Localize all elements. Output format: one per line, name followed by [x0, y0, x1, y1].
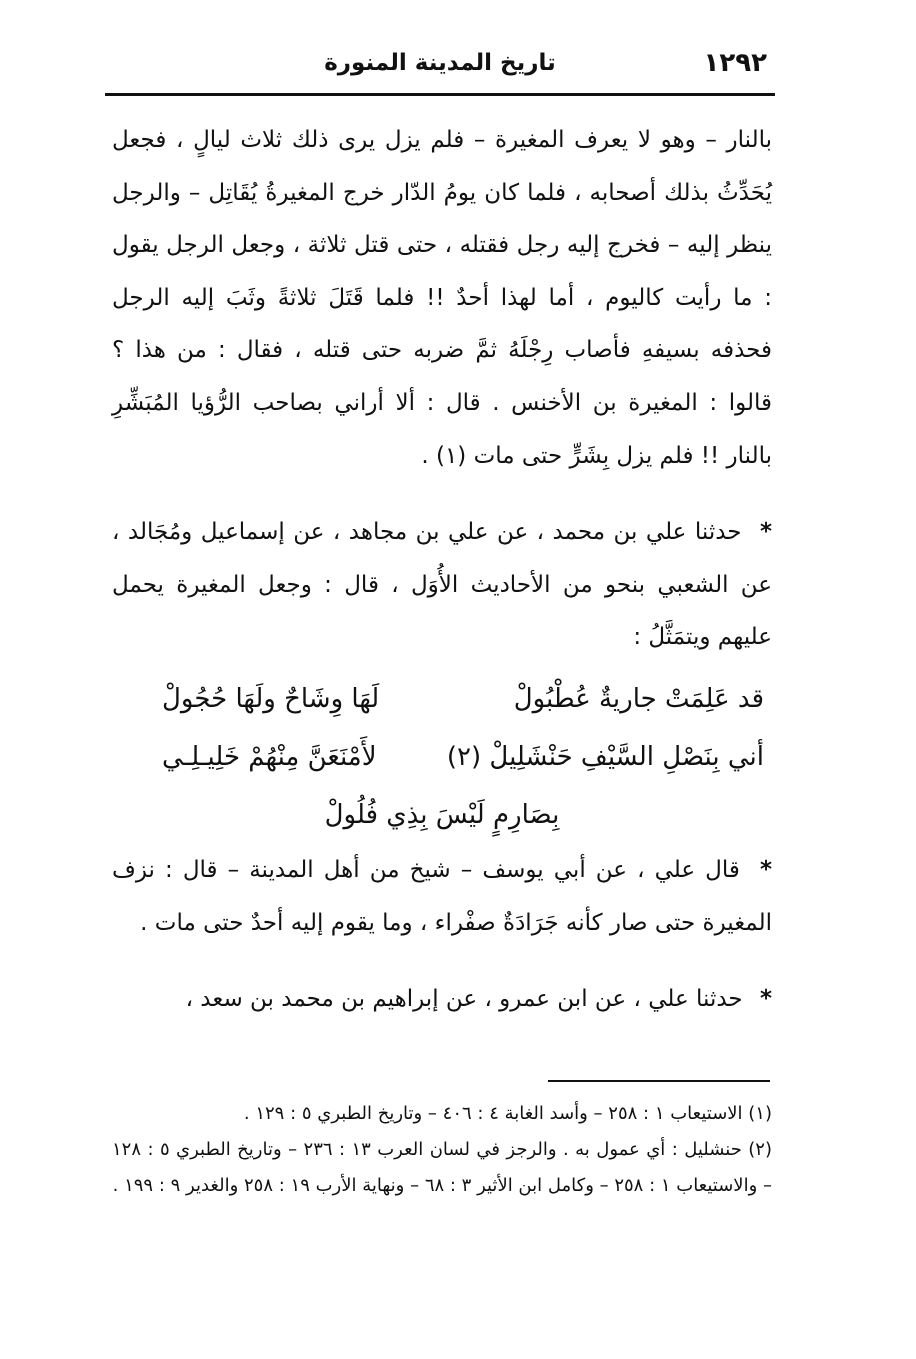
- paragraph-bullet: *: [759, 986, 772, 1013]
- poem-hemistich: لأَمْنَعَنَّ مِنْهُمْ خَلِيـلِـي: [162, 741, 377, 772]
- poem-hemistich: بِصَارِمٍ لَيْسَ بِذِي فُلُولْ: [324, 799, 560, 830]
- poem-hemistich: أني بِنَصْلِ السَّيْفِ حَنْشَلِيلْ (٢): [446, 741, 764, 772]
- paragraph: [112, 844, 772, 949]
- poem-hemistich: لَهَا وِشَاحٌ ولَهَا حُجُولْ: [162, 683, 380, 714]
- poem-line: [112, 786, 772, 844]
- footnote: (٢) حنشليل : أي عمول به . والرجز في لسان العرب ١٣ : ٢٣٦ – وتاريخ الطبري ٥ : ١٢٨ – والاستيعاب ١ : ٢٥٨ – وكامل ابن الأثير ٣ : ٦٨ – ونهاية الأرب ١٩ : ٢٥٨ والغدير ٩ : ١٩٩ .: [112, 1139, 772, 1196]
- poem-line: [112, 670, 772, 728]
- footnotes: [112, 1096, 772, 1204]
- poem-line: [112, 728, 772, 786]
- page-header: [105, 44, 775, 94]
- paragraph-text: قال علي ، عن أبي يوسف – شيخ من أهل المدينة – قال : نزف المغيرة حتى صار كأنه جَرَادَةٌ صفْراء ، وما يقوم إليه أحدٌ حتى مات .: [112, 856, 772, 936]
- paragraph-text: حدثنا علي ، عن ابن عمرو ، عن إبراهيم بن محمد بن سعد ،: [185, 986, 743, 1013]
- paragraph-bullet: *: [759, 856, 773, 883]
- footnote-rule: [548, 1080, 770, 1082]
- paragraph: [112, 973, 772, 1026]
- running-title: تاريخ المدينة المنورة: [324, 50, 556, 76]
- paragraph: [112, 114, 772, 482]
- header-rule: [105, 93, 775, 96]
- footnote: (١) الاستيعاب ١ : ٢٥٨ – وأسد الغابة ٤ : ٤٠٦ – وتاريخ الطبري ٥ : ١٢٩ .: [243, 1103, 772, 1124]
- paragraph-text: بالنار – وهو لا يعرف المغيرة – فلم يزل يرى ذلك ثلاث ليالٍ ، فجعل يُحَدِّثُ بذلك أصحابه ، فلما كان يومُ الدّار خرج المغيرةُ يُقَاتِل – والرجل ينظر إليه – فخرج إليه رجل فقتله ، حتى قتل ثلاثة ، وجعل الرجل يقول : ما رأيت كاليوم ، أما لهذا أحدٌ !! فلما قَتَلَ ثلاثةً وثَبَ إليه الرجل فحذفه بسيفهِ فأصاب رِجْلَهُ ثمَّ ضربه حتى قتله ، فقال : من هذا ؟ قالوا : المغيرة بن الأخنس . قال : ألا أراني بصاحب الرُّؤيا المُبَشِّرِ بالنار !! فلم يزل بِشَرٍّ حتى مات (١) .: [112, 127, 772, 469]
- main-text: [112, 114, 772, 1026]
- paragraph-bullet: *: [759, 519, 773, 546]
- poem: [112, 670, 772, 844]
- page-number: ١٢٩٢: [703, 48, 767, 78]
- poem-hemistich: قد عَلِمَتْ جاريةٌ عُطْبُولْ: [513, 683, 764, 714]
- paragraph-text: حدثنا علي بن محمد ، عن علي بن مجاهد ، عن إسماعيل ومُجَالد ، عن الشعبي بنحو من الأحاديث الأُوَل ، قال : وجعل المغيرة يحمل عليهم ويتمَثَّلُ :: [112, 519, 772, 651]
- paragraph: [112, 506, 772, 664]
